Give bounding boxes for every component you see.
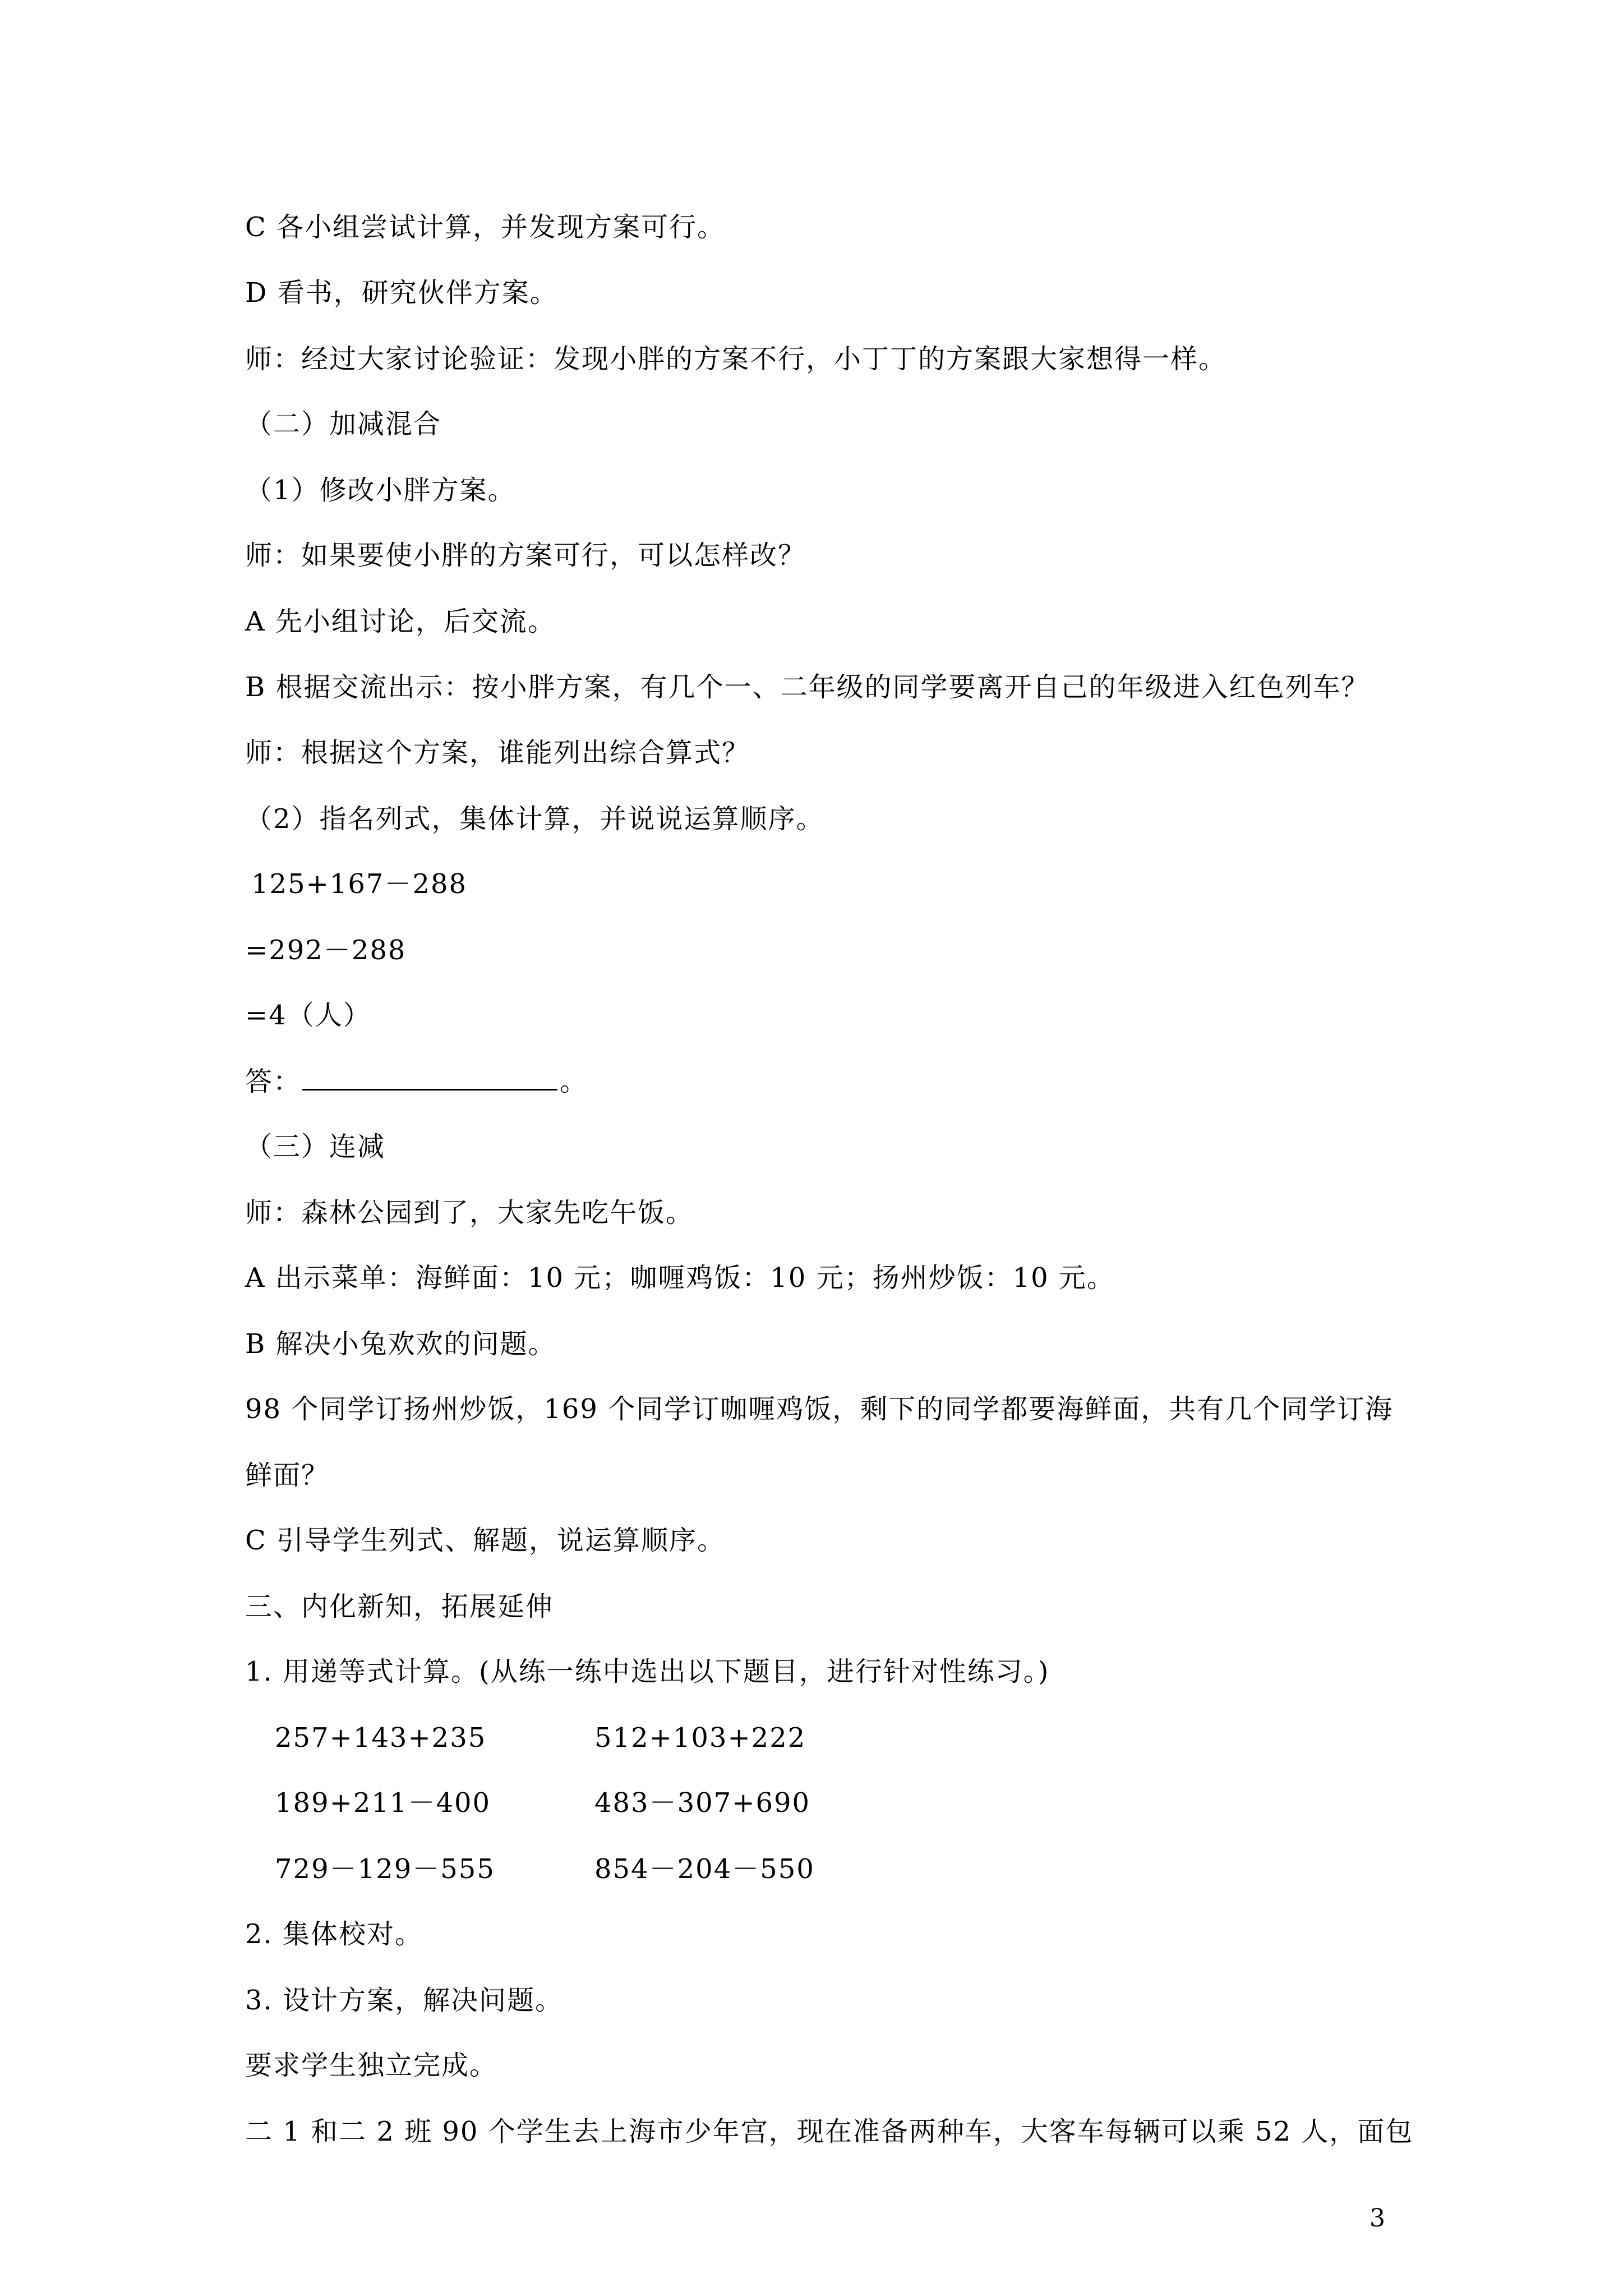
text-line: C 引导学生列式、解题，说运算顺序。 xyxy=(245,1525,725,1556)
answer-blank xyxy=(302,1066,557,1091)
text-line: A 先小组讨论，后交流。 xyxy=(245,606,556,637)
answer-label: 答： xyxy=(245,1066,302,1097)
exercise-item: 189+211－400 xyxy=(275,1787,491,1819)
equation-line: 125+167－288 xyxy=(251,868,468,900)
text-line: 1. 用递等式计算。(从练一练中选出以下题目，进行针对性练习。) xyxy=(245,1656,1050,1687)
answer-line xyxy=(245,1065,588,1098)
text-line: 要求学生独立完成。 xyxy=(245,2050,498,2081)
exercise-item: 512+103+222 xyxy=(594,1722,806,1754)
text-line: 师：森林公园到了，大家先吃午饭。 xyxy=(245,1197,694,1228)
subsection-heading: （1）修改小胖方案。 xyxy=(245,475,516,506)
text-line: 2. 集体校对。 xyxy=(245,1918,423,1950)
text-line: 鲜面？ xyxy=(245,1460,330,1491)
text-line: 师：根据这个方案，谁能列出综合算式？ xyxy=(245,737,750,769)
text-line: A 出示菜单：海鲜面：10 元；咖喱鸡饭：10 元；扬州炒饭：10 元。 xyxy=(245,1262,1115,1294)
exercise-item: 729－129－555 xyxy=(275,1853,495,1885)
exercise-item: 854－204－550 xyxy=(594,1853,815,1885)
page-number: 3 xyxy=(1370,2204,1385,2233)
subsection-heading: （2）指名列式，集体计算，并说说运算顺序。 xyxy=(245,803,824,835)
section-heading: （三）连减 xyxy=(245,1131,386,1162)
text-line: C 各小组尝试计算，并发现方案可行。 xyxy=(245,211,725,243)
text-line: B 解决小兔欢欢的问题。 xyxy=(245,1328,556,1360)
text-line: D 看书，研究伙伴方案。 xyxy=(245,277,558,309)
text-line: 师：如果要使小胖的方案可行，可以怎样改？ xyxy=(245,540,806,571)
section-heading: 三、内化新知，拓展延伸 xyxy=(245,1591,554,1622)
text-line: 3. 设计方案，解决问题。 xyxy=(245,1985,564,2016)
text-line: 98 个同学订扬州炒饭，169 个同学订咖喱鸡饭，剩下的同学都要海鲜面，共有几个同学订海 xyxy=(245,1393,1394,1425)
equation-line: =292－288 xyxy=(245,935,407,966)
equation-line: =4（人） xyxy=(245,1000,371,1031)
answer-end: 。 xyxy=(560,1066,588,1097)
section-heading: （二）加减混合 xyxy=(245,408,442,440)
text-line: 二 1 和二 2 班 90 个学生去上海市少年宫，现在准备两种车，大客车每辆可以乘 52 人，面包 xyxy=(245,2116,1414,2147)
text-line: B 根据交流出示：按小胖方案，有几个一、二年级的同学要离开自己的年级进入红色列车？ xyxy=(245,671,1370,703)
exercise-item: 483－307+690 xyxy=(594,1787,811,1819)
exercise-item: 257+143+235 xyxy=(275,1722,487,1754)
text-line: 师：经过大家讨论验证：发现小胖的方案不行，小丁丁的方案跟大家想得一样。 xyxy=(245,343,1227,375)
